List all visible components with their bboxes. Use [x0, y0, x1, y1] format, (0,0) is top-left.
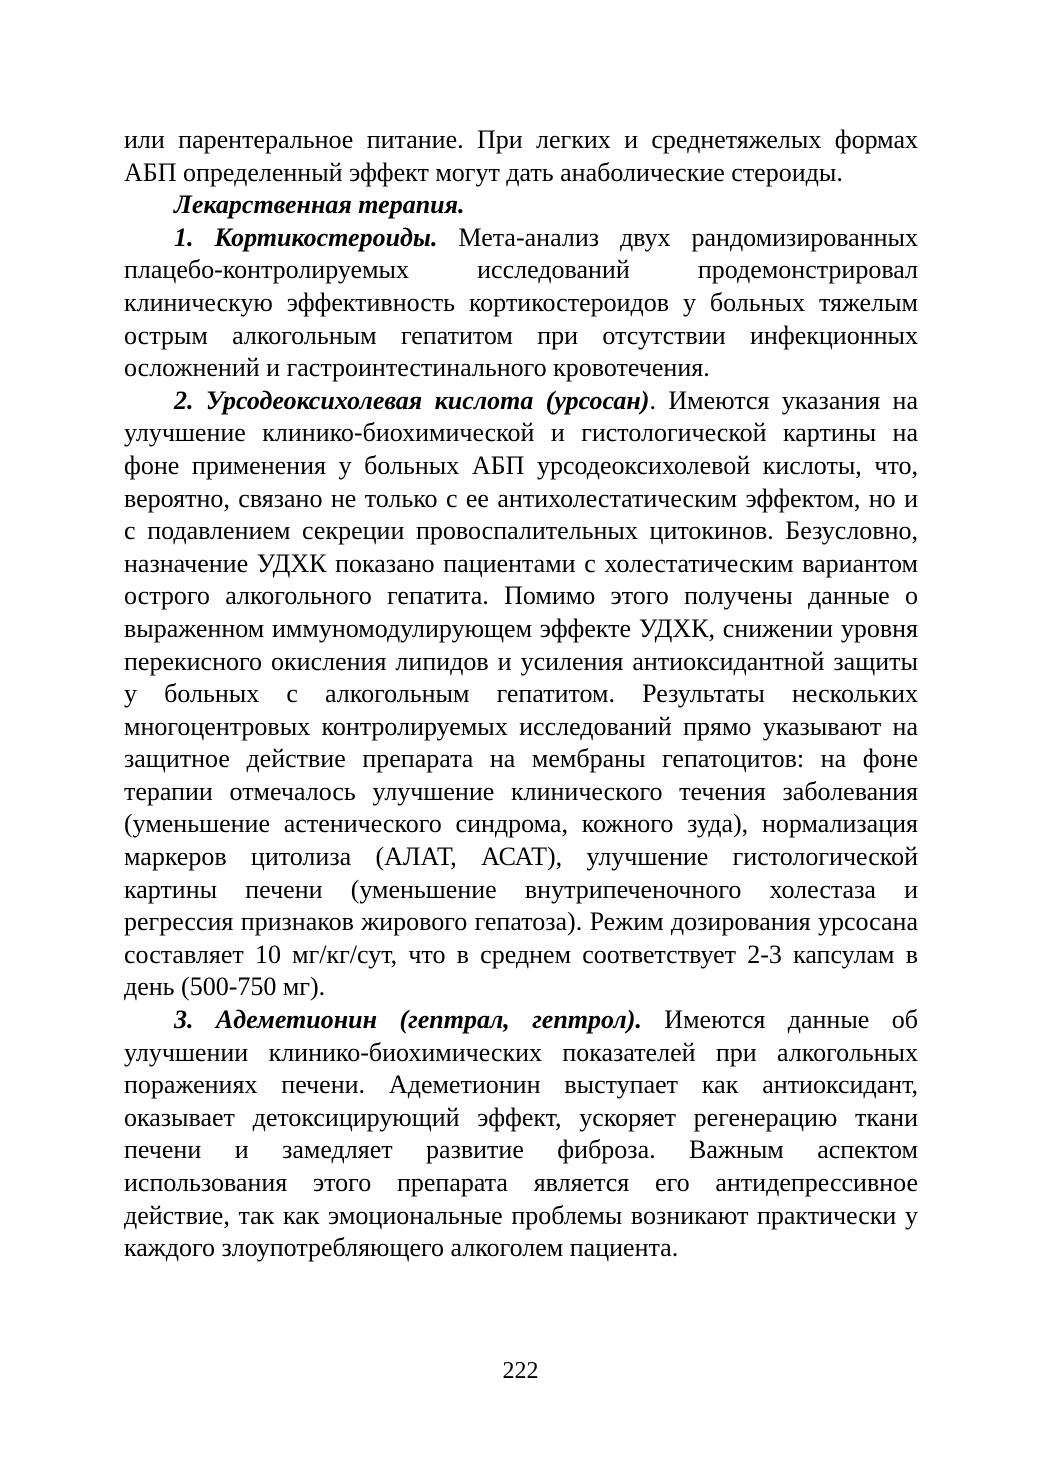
item-title: 2. Урсодеоксихолевая кислота (урсосан)	[174, 385, 650, 415]
item-text: Мета-анализ двух рандомизированных плацебо-контролируемых исследований продемонстрировал клиническую эффективность кортикостероидов у больных тяжелым острым алкогольным гепатитом при отсутствии инфекционных осложнений и гастроинтестинального кровотечения.	[124, 222, 919, 383]
item-title: 3. Адеметионин (гептрал, гептрол).	[174, 1005, 642, 1035]
item-ursodeoxycholic-acid	[124, 385, 918, 1004]
page-body	[124, 124, 918, 1265]
item-text: . Имеются указания на улучшение клинико-биохимической и гистологической картины на фоне применения у больных АБП урсодеоксихолевой кислоты, что, вероятно, связано не только с ее антихолестатическим эффектом, но и с подавлением секреции провоспалительных цитокинов. Безусловно, назначение УДХК показано пациентами с холестатическим вариантом острого алкогольного гепатита. Помимо этого получены данные о выраженном иммуномодулирующем эффекте УДХК, снижении уровня перекисного окисления липидов и усиления антиоксидантной защиты у больных с алкогольным гепатитом. Результаты нескольких многоцентровых контролируемых исследований прямо указывают на защитное действие препарата на мембраны гепатоцитов: на фоне терапии отмечалось улучшение клинического течения заболевания (уменьшение астенического синдрома, кожного зуда), нормализация маркеров цитолиза (АЛАТ, АСАТ), улучшение гистологической картины печени (уменьшение внутрипеченочного холестаза и регрессия признаков жирового гепатоза). Режим дозирования урсосана составляет 10 мг/кг/сут, что в среднем соответствует 2-3 капсулам в день (500-750 мг).	[124, 385, 918, 1002]
intro-paragraph: или парентеральное питание. При легких и среднетяжелых формах АБП определенный эффект могут дать анаболические стероиды.	[124, 125, 918, 187]
item-title: 1. Кортикостероиды.	[174, 222, 438, 252]
section-heading: Лекарственная терапия.	[174, 190, 465, 220]
item-text: Имеются данные об улучшении клинико-биохимических показателей при алкогольных поражениях печени. Адеметионин выступает как антиоксидант, оказывает детоксицирующий эффект, ускоряет регенерацию ткани печени и замедляет развитие фиброза. Важным аспектом использования этого препарата является его антидепрессивное действие, так как эмоциональные проблемы возникают практически у каждого злоупотребляющего алкоголем пациента.	[124, 1005, 918, 1263]
item-ademetionine	[124, 1004, 918, 1265]
item-corticosteroids	[124, 222, 918, 385]
page-number: 222	[502, 1358, 539, 1384]
